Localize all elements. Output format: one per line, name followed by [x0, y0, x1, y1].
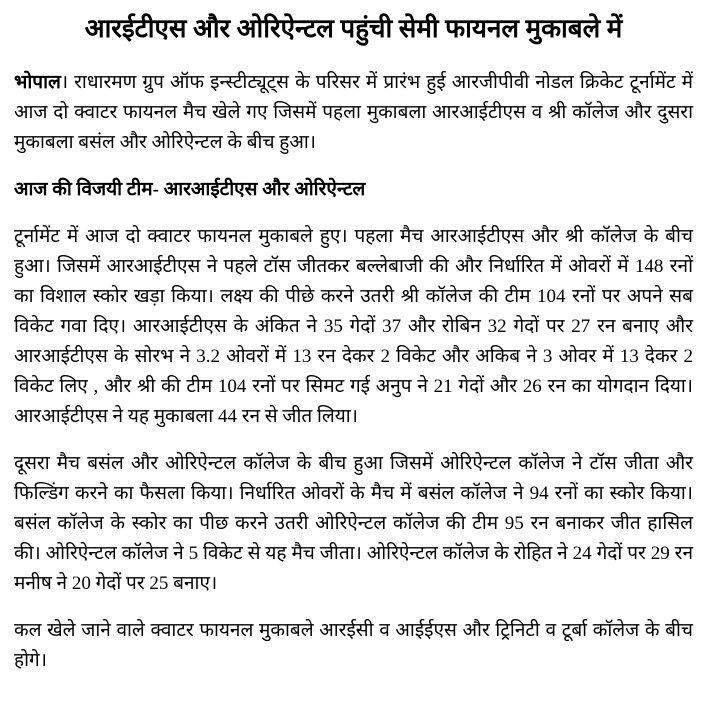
intro-paragraph [14, 68, 693, 158]
article-headline: आरईटीएस और ओरिऐन्टल पहुंची सेमी फायनल मुकाबले में [84, 14, 623, 43]
body-paragraph-match1: टूर्नामेंट में आज दो क्वाटर फायनल मुकाबले हुए। पहला मैच आरआईटीएस और श्री कॉलेज के बीच हुआ। जिसमें आरआईटीएस ने पहले टॉस जीतकर बल्लेबाजी की और निर्धारित में ओवरों में 148 रनों का विशाल स्कोर खड़ा किया। लक्ष्य की पीछे करने उतरी श्री कॉलेज की टीम 104 रनों पर अपने सब विकेट गवा दिए। आरआईटीएस के अंकित ने 35 गेदों 37 और रोबिन 32 गेदों पर 27 रन बनाए और आरआईटीएस के सोरभ ने 3.2 ओवरों में 13 रन देकर 2 विकेट और अकिब ने 3 ओवर में 13 देकर 2 विकेट लिए , और श्री की टीम 104 रनों पर सिमट गई अनुप ने 21 गेदों और 26 रन का योगदान दिया। आरआईटीएस ने यह मुकाबला 44 रन से जीत लिया। [14, 225, 693, 427]
dateline: भोपाल [14, 71, 61, 93]
intro-text: राधारमण ग्रुप ऑफ इन्स्टीट्यूट्स के परिसर में प्रारंभ हुई आरजीपीवी नोडल क्रिकेट टूर्नामेंट में आज दो क्वाटर फायनल मैच खेले गए जिसमें पहला मुकाबला आरआईटीएस व श्री कॉलेज और दुसरा मुकाबला बसंल और ओरिऐन्टल के बीच हुआ। [14, 71, 693, 153]
body-paragraph-upcoming: कल खेले जाने वाले क्वाटर फायनल मुकाबले आरईसी व आईईएस और ट्रिनिटी व टूर्बा कॉलेज के बीच होगे। [14, 619, 693, 671]
dateline-separator: । [60, 71, 75, 93]
section-subheading: आज की विजयी टीम- आरआईटीएस और ओरिऐन्टल [14, 178, 366, 200]
body-paragraph-match2: दूसरा मैच बसंल और ओरिऐन्टल कॉलेज के बीच हुआ जिसमें ओरिऐन्टल कॉलेज ने टॉस जीता और फिल्डिंग करने का फैसला किया। निर्धारित ओवरों के मैच में बसंल कॉलेज ने 94 रनों का स्कोर किया। बसंल कॉलेज के स्कोर का पीछ करने उतरी ओरिऐन्टल कॉलेज की टीम 95 रन बनाकर जीत हासिल की। ओरिऐन्टल कॉलेज ने 5 विकेट से यह मैच जीता। ओरिऐन्टल कॉलेज के रोहित ने 24 गेदों पर 29 रन मनीष ने 20 गेदों पर 25 बनाए। [14, 452, 693, 594]
